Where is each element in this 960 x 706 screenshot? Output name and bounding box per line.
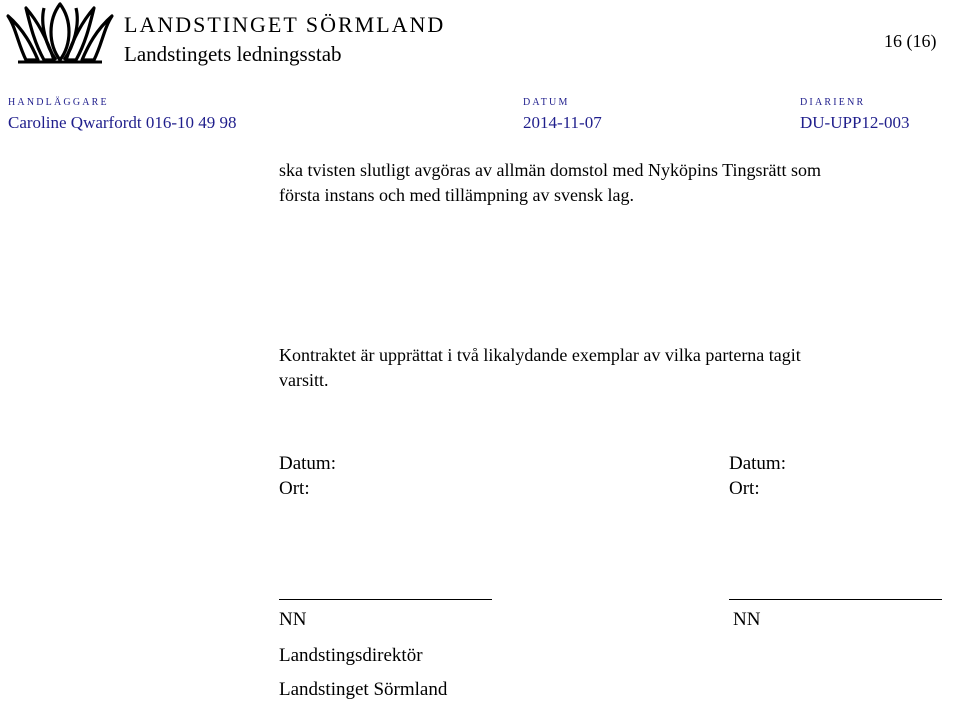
page-number: 16 (16) [884, 31, 937, 51]
handlaggare-value: Caroline Qwarfordt 016-10 49 98 [8, 113, 237, 132]
left-signatory-name: NN [279, 609, 307, 630]
datum-value: 2014-11-07 [523, 113, 602, 132]
left-signatory-organization: Landstinget Sörmland [279, 679, 448, 700]
paragraph2-line2: varsitt. [279, 370, 329, 390]
paragraph2-line1: Kontraktet är upprättat i två likalydande exemplar av vilka parterna tagit [279, 345, 801, 365]
landsting-logo-icon [4, 2, 116, 66]
right-ort-label: Ort: [729, 478, 760, 499]
diarienr-value: DU-UPP12-003 [800, 113, 910, 132]
left-ort-label: Ort: [279, 478, 310, 499]
diarienr-label: DIARIENR [800, 97, 866, 108]
left-datum-label: Datum: [279, 453, 336, 474]
right-signatory-name: NN [733, 609, 761, 630]
organization-department: Landstingets ledningsstab [124, 42, 342, 66]
right-signature-line [729, 599, 942, 600]
left-signatory-title: Landstingsdirektör [279, 645, 423, 666]
left-signature-line [279, 599, 492, 600]
organization-name: LANDSTINGET SÖRMLAND [124, 12, 446, 37]
right-datum-label: Datum: [729, 453, 786, 474]
paragraph1-line1: ska tvisten slutligt avgöras av allmän domstol med Nyköpins Tingsrätt som [279, 160, 821, 180]
paragraph1-line2: första instans och med tillämpning av svensk lag. [279, 185, 634, 205]
handlaggare-label: HANDLÄGGARE [8, 97, 109, 108]
datum-label: DATUM [523, 97, 570, 108]
